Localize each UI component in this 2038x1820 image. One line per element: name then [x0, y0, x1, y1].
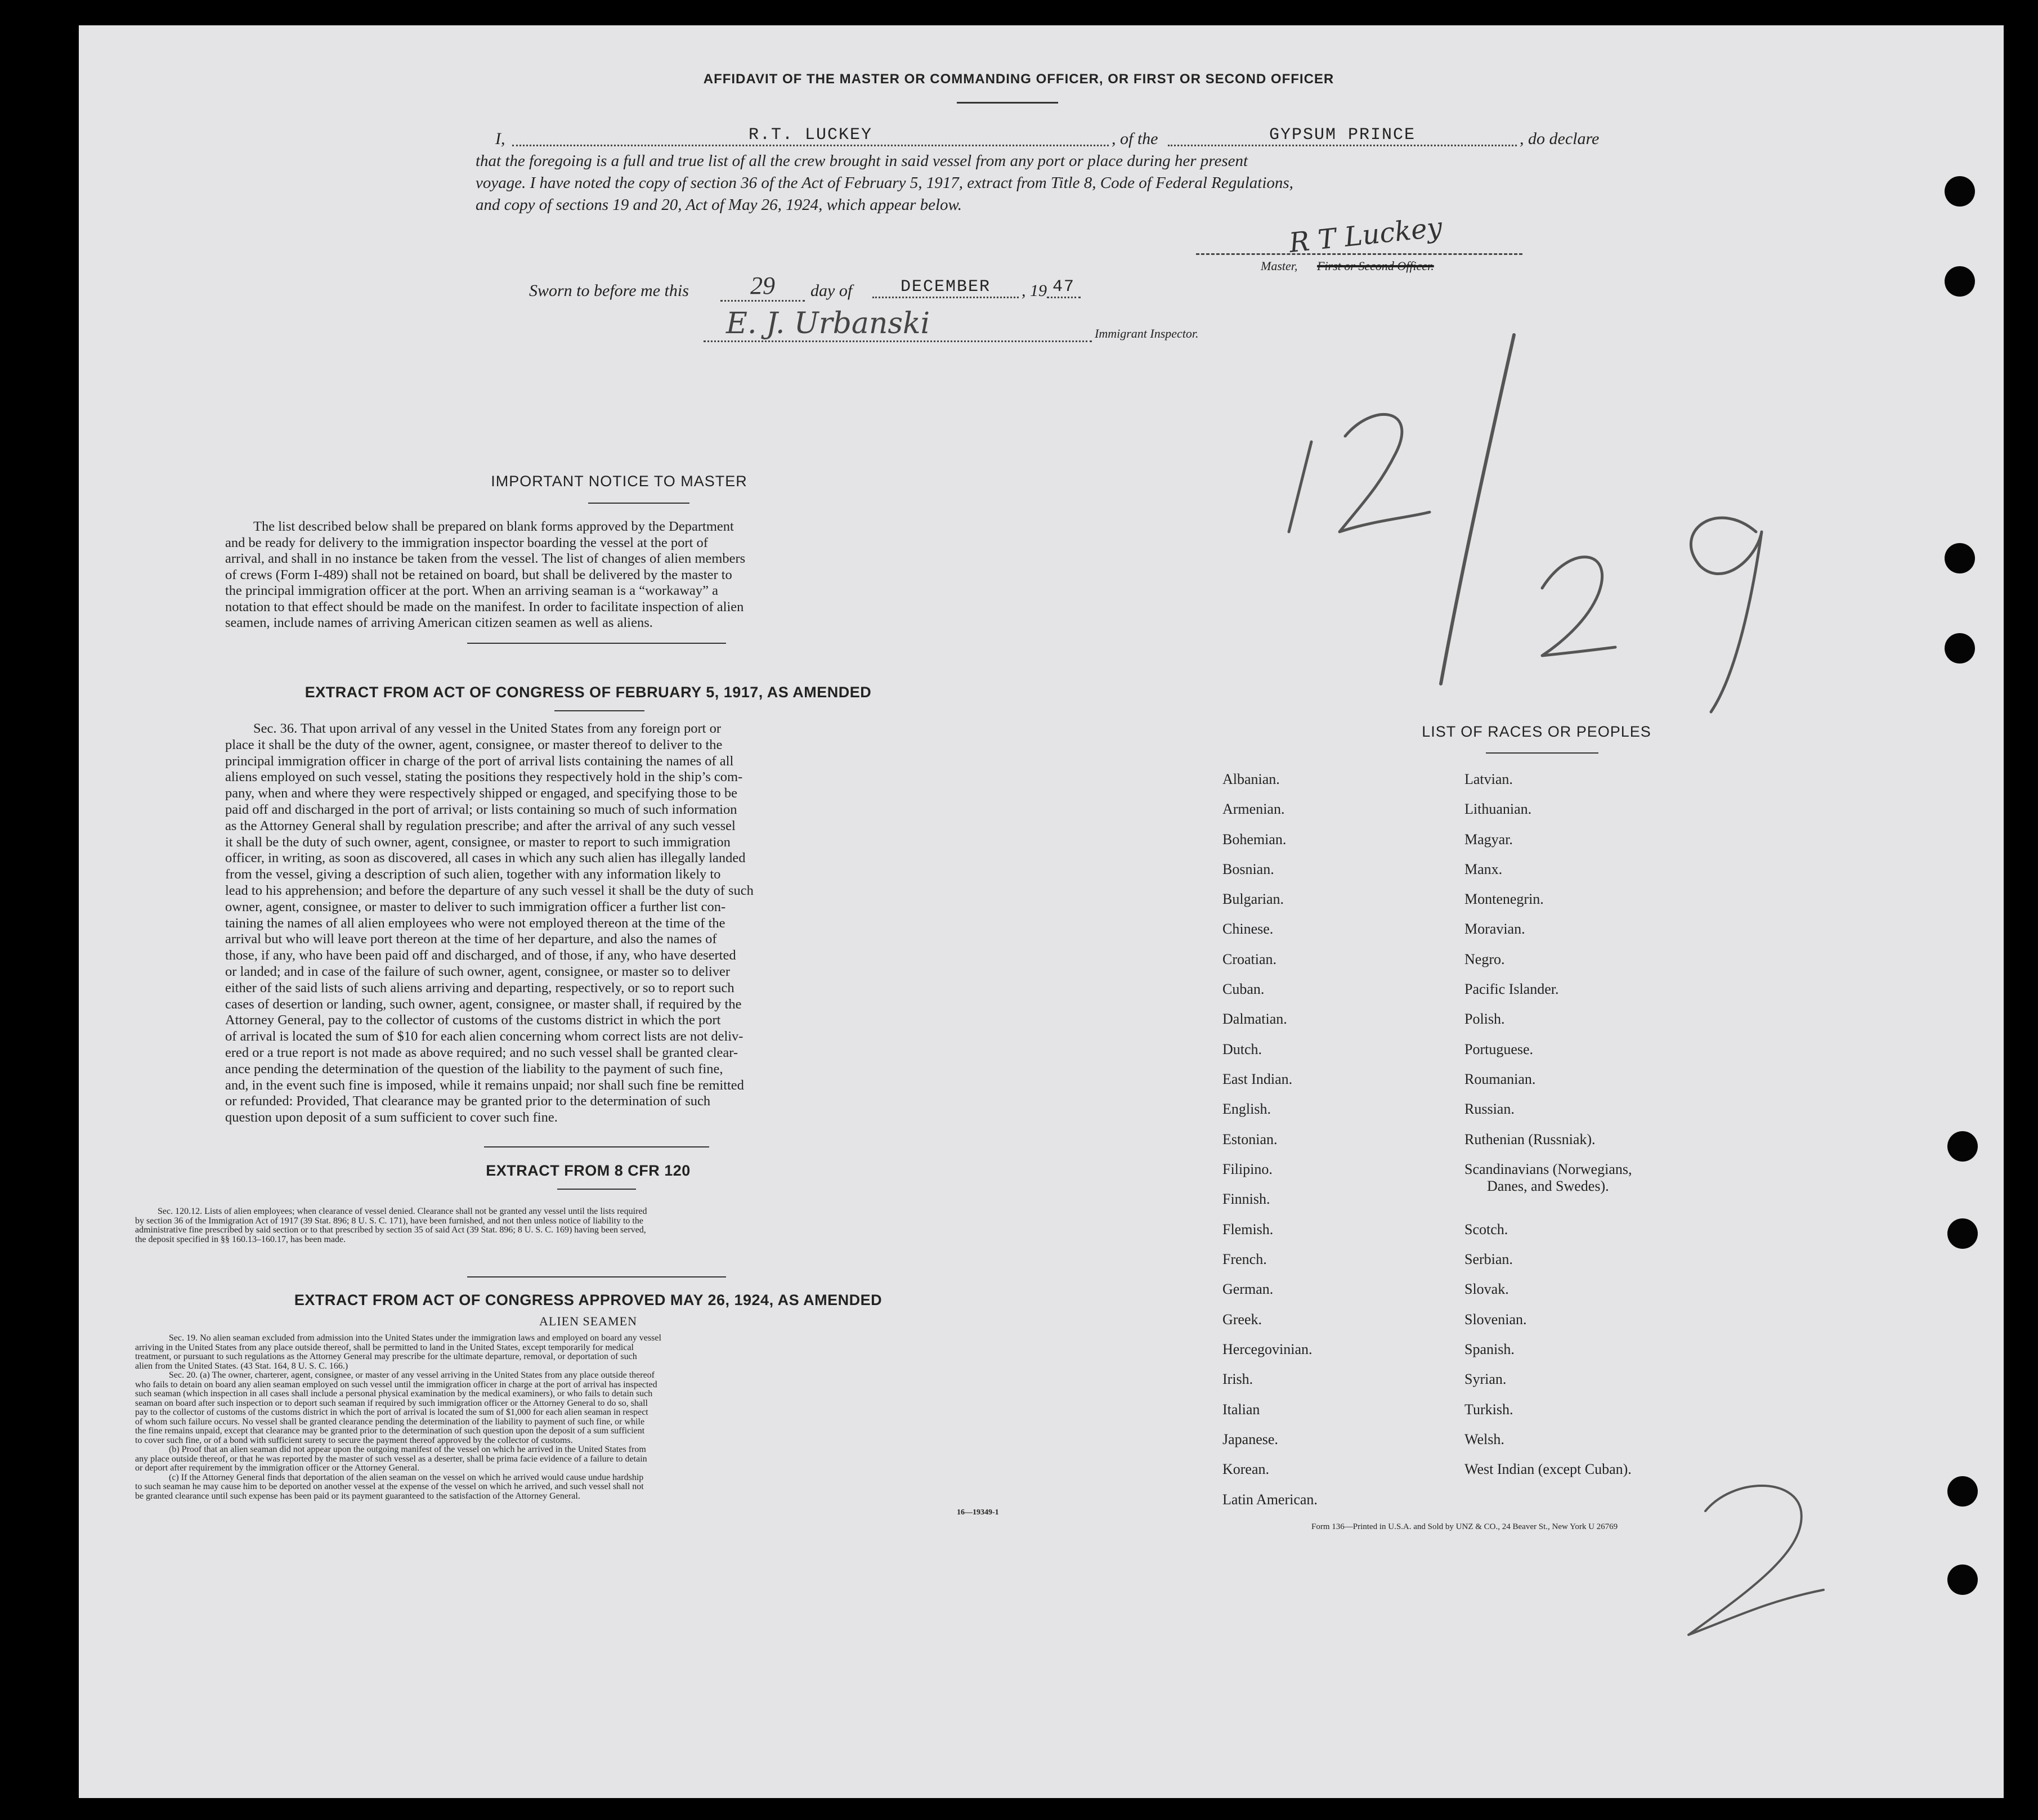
extract-1917-line: principal immigration officer in charge of the port of arrival lists containing the names of all [225, 753, 734, 769]
extract-1924-line: Sec. 19. No alien seaman excluded from admission into the United States under the immigration laws and employed on board any vessel [169, 1333, 661, 1343]
sworn-month-field: DECEMBER [872, 277, 1019, 298]
extract-1924-body [135, 1334, 1036, 1501]
year-prefix: , 19 [1022, 281, 1047, 300]
race-item: Croatian. [1222, 951, 1277, 967]
race-item: Scotch. [1464, 1221, 1508, 1238]
extract-cfr-line: administrative fine prescribed by said section or to that prescribed by section 35 of said Act (39 Stat. 896; 8 U. S. C. 169) having been served, [135, 1225, 646, 1235]
of-the-label: , of the [1112, 129, 1158, 148]
race-item: Dalmatian. [1222, 1011, 1287, 1027]
punch-hole [1945, 266, 1975, 297]
master-signature-line [1196, 253, 1522, 255]
document-page [79, 25, 2004, 1798]
sworn-year-field: 47 [1047, 277, 1081, 298]
extract-1924-line: who fails to detain on board any alien seaman employed on such vessel until the immigration officer in charge at the port of arrival has inspected [135, 1379, 657, 1389]
race-item: Moravian. [1464, 921, 1525, 937]
extract-1924-line: treatment, or pursuant to such regulations as the Attorney General may prescribe for the ultimate departure, removal, or deportation of such [135, 1352, 637, 1361]
extract-1917-line: place it shall be the duty of the owner, agent, consignee, or master thereof to deliver to the [225, 737, 723, 752]
printer-footer: Form 136—Printed in U.S.A. and Sold by UNZ & CO., 24 Beaver St., New York U 26769 [1311, 1522, 1618, 1531]
extract-1924-line: to cover such fine, or of a bond with sufficient surety to secure the payment thereof approved by the collector of customs. [135, 1435, 573, 1445]
punch-hole [1945, 543, 1975, 573]
extract-1924-line: any place outside thereof, or that he was reported by the master of such vessel as a deserter, shall be prima facie evidence of a failure to detain [135, 1454, 647, 1464]
race-item: French. [1222, 1251, 1267, 1267]
race-item: Filipino. [1222, 1161, 1273, 1177]
race-item: Serbian. [1464, 1251, 1513, 1267]
struck-officer-caption: First or Second Officer. [1317, 259, 1434, 273]
sworn-day-field: 29 [720, 272, 805, 302]
extract-cfr-heading: EXTRACT FROM 8 CFR 120 [486, 1162, 691, 1179]
affidavit-statement-line2: voyage. I have noted the copy of section 36 of the Act of February 5, 1917, extract from Title 8, Code of Federal Regulations, [476, 174, 1293, 192]
race-item: Cuban. [1222, 981, 1265, 997]
extract-1924-line: (c) If the Attorney General finds that deportation of the alien seaman on the vessel on which he arrived would cause undue hardship [169, 1472, 644, 1482]
extract-cfr-line: Sec. 120.12. Lists of alien employees; when clearance of vessel denied. Clearance shall not be granted any vessel until the lists required [158, 1207, 647, 1216]
notice-line: arrival, and shall in no instance be taken from the vessel. The list of changes of alien members [225, 551, 746, 566]
race-item: West Indian (except Cuban). [1464, 1461, 1632, 1477]
punch-hole [1945, 176, 1975, 207]
notice-line: of crews (Form I-489) shall not be retained on board, but shall be delivered by the master to [225, 567, 732, 582]
master-caption: Master, [1261, 259, 1298, 273]
race-item: Pacific Islander. [1464, 981, 1559, 997]
vessel-name-field: GYPSUM PRINCE [1168, 125, 1517, 146]
race-item: Turkish. [1464, 1401, 1513, 1418]
extract-1917-line: paid off and discharged in the port of arrival; or lists containing so much of such information [225, 801, 737, 817]
extract-1924-line: seaman on board after such inspection or to deport such seaman if required by such immigration officer or the Attorney General to do so, shall [135, 1398, 648, 1408]
extract-1924-line: pay to the collector of customs of the customs district in which the port of arrival is located the sum of $1,000 for each alien seaman in respect [135, 1407, 648, 1417]
extract-cfr-body [135, 1207, 1036, 1244]
extract-1917-line: either of the said lists of such aliens arriving and departing, respectively, or so to report such [225, 980, 734, 996]
race-item: Slovak. [1464, 1281, 1509, 1297]
extract-1917-line: taining the names of all alien employees who were not employed thereon at the time of the [225, 915, 725, 931]
race-item: Polish. [1464, 1011, 1505, 1027]
race-item: East Indian. [1222, 1071, 1293, 1087]
inspector-caption: Immigrant Inspector. [1095, 326, 1199, 340]
race-item: Bosnian. [1222, 861, 1274, 877]
race-item: Flemish. [1222, 1221, 1274, 1238]
extract-1917-line: pany, when and where they were respectively shipped or engaged, and specifying those to be [225, 786, 738, 801]
extract-1924-line: or deport after requirement by the immigration officer or the Attorney General. [135, 1463, 420, 1473]
extract-1917-line: owner, agent, consignee, or master to deliver to such immigration officer a further list con- [225, 899, 726, 915]
extract-1924-line: alien from the United States. (43 Stat. 164, 8 U. S. C. 166.) [135, 1361, 348, 1371]
race-item: Lithuanian. [1464, 801, 1532, 817]
affidavit-title: AFFIDAVIT OF THE MASTER OR COMMANDING OFFICER, OR FIRST OR SECOND OFFICER [703, 71, 1334, 87]
race-item: Korean. [1222, 1461, 1270, 1477]
extract-1917-line: and, in the event such fine is imposed, while it remains unpaid; nor shall such fine be remitted [225, 1077, 744, 1093]
form-code: 16—19349-1 [957, 1508, 999, 1517]
notice-heading: IMPORTANT NOTICE TO MASTER [491, 473, 747, 490]
races-rule [1486, 752, 1598, 754]
sworn-label: Sworn to before me this [529, 281, 689, 300]
race-item: Slovenian. [1464, 1311, 1527, 1328]
race-item: Scandinavians (Norwegians, [1464, 1161, 1632, 1177]
race-item: Roumanian. [1464, 1071, 1536, 1087]
race-item: Portuguese. [1464, 1041, 1534, 1057]
race-item: Bohemian. [1222, 831, 1287, 848]
race-item: Dutch. [1222, 1041, 1262, 1057]
race-item: Welsh. [1464, 1431, 1504, 1447]
extract-1917-line: as the Attorney General shall by regulation prescribe; and after the arrival of any such vessel [225, 818, 736, 833]
race-item: Japanese. [1222, 1431, 1278, 1447]
extract-1924-line: the fine remains unpaid, except that clearance may be granted prior to the determination of such question upon the deposit of a sum sufficient [135, 1426, 645, 1436]
notice-line: the principal immigration officer at the port. When an arriving seaman is a “workaway” a [225, 583, 719, 598]
race-item: Bulgarian. [1222, 891, 1284, 907]
notice-body [225, 519, 951, 631]
notice-line: The list described below shall be prepared on blank forms approved by the Department [253, 519, 734, 534]
race-item: German. [1222, 1281, 1274, 1297]
race-item: Italian [1222, 1401, 1260, 1418]
extract-1924-line: of whom such failure occurs. No vessel shall be granted clearance pending the determination of the liability to payment of such fine, or while [135, 1416, 645, 1427]
race-item: Albanian. [1222, 771, 1280, 787]
race-item: Latin American. [1222, 1491, 1318, 1508]
race-item: English. [1222, 1101, 1271, 1117]
extract-1917-line: lead to his apprehension; and before the departure of any such vessel it shall be the duty of such [225, 882, 754, 898]
extract-1917-line: Sec. 36. That upon arrival of any vessel in the United States from any foreign port or [253, 721, 721, 736]
extract-1917-line: officer, in writing, as soon as discovered, all cases in which any such alien has illegally landed [225, 850, 746, 866]
race-item: Spanish. [1464, 1341, 1515, 1357]
punch-hole [1947, 1131, 1978, 1162]
extract-1924-line: be granted clearance until such expense has been paid or its payment guaranteed to the satisfaction of the Attorney General. [135, 1491, 580, 1501]
extract-1917-line: ance pending the determination of the question of the liability to the payment of such fine, [225, 1061, 723, 1077]
inspector-signature: E. J. Urbanski [704, 307, 1092, 342]
extract-1924-line: to such seaman he may cause him to be deported on another vessel at the expense of the vessel on which he arrived, and such vessel shall not [135, 1482, 644, 1491]
extract-1924-line: Sec. 20. (a) The owner, charterer, agent, consignee, or master of any vessel arriving in the United States from any place outside thereof [169, 1370, 655, 1380]
races-heading: LIST OF RACES OR PEOPLES [1422, 723, 1651, 740]
race-item: Russian. [1464, 1101, 1515, 1117]
extract-cfr-line: the deposit specified in §§ 160.13–160.17, has been made. [135, 1234, 346, 1244]
notice-line: and be ready for delivery to the immigration inspector boarding the vessel at the port of [225, 535, 708, 550]
extract-1917-line: ered or a true report is not made as above required; and no such vessel shall be granted clear- [225, 1045, 738, 1060]
extract-cfr-line: by section 36 of the Immigration Act of 1917 (39 Stat. 896; 8 U. S. C. 171), have been furnished, and not then unless notice of liability to the [135, 1216, 643, 1226]
notice-line: seamen, include names of arriving American citizen seamen as well as aliens. [225, 615, 653, 630]
extract-1917-line: arrival but who will leave port thereon at the time of her departure, and also the names of [225, 931, 717, 947]
extract-1924-subheading: ALIEN SEAMEN [539, 1314, 637, 1328]
race-item: Ruthenian (Russniak). [1464, 1131, 1596, 1147]
do-declare-label: , do declare [1520, 129, 1600, 148]
race-item: Montenegrin. [1464, 891, 1544, 907]
race-item: Magyar. [1464, 831, 1513, 848]
punch-hole [1947, 1476, 1978, 1507]
extract-1917-line: it shall be the duty of such owner, agent, consignee, or master to report to such immigration [225, 834, 731, 850]
race-item: Estonian. [1222, 1131, 1278, 1147]
race-item: Greek. [1222, 1311, 1262, 1328]
extract-1917-line: those, if any, who have been paid off and discharged, and of those, if any, who have deserted [225, 948, 736, 963]
i-label: I, [495, 129, 505, 148]
section-divider [484, 1146, 709, 1147]
race-item: Armenian. [1222, 801, 1285, 817]
handwritten-page-number [1655, 1466, 1835, 1646]
day-of-label: day of [810, 281, 853, 300]
race-item: Latvian. [1464, 771, 1513, 787]
handwritten-date-strokes [1289, 335, 1762, 712]
race-item: Chinese. [1222, 921, 1274, 937]
extract-1924-line: such seaman (which inspection in all cases shall include a personal physical examination by the medical examiners), or who fails to detain such [135, 1389, 653, 1398]
extract-1924-line: (b) Proof that an alien seaman did not appear upon the outgoing manifest of the vessel on which he arrived in the United States from [169, 1445, 646, 1454]
notice-line: notation to that effect should be made on the manifest. In order to facilitate inspection of alien [225, 599, 744, 615]
master-name-field: R.T. LUCKEY [512, 125, 1109, 146]
extract-1917-line: from the vessel, giving a description of such alien, together with any information likely to [225, 867, 721, 882]
extract-1917-line: or refunded: Provided, That clearance may be granted prior to the determination of such [225, 1093, 711, 1109]
master-signature: R T Luckey [1287, 211, 1444, 259]
extract-1917-line: of arrival is located the sum of $10 for each alien concerning whom correct lists are not deliv- [225, 1029, 743, 1045]
title-rule [957, 102, 1058, 104]
race-item: Danes, and Swedes). [1487, 1178, 1609, 1194]
affidavit-statement-line3: and copy of sections 19 and 20, Act of May 26, 1924, which appear below. [476, 196, 962, 214]
extract-1917-body [225, 721, 951, 1126]
affidavit-statement-line1: that the foregoing is a full and true list of all the crew brought in said vessel from any port or place during her present [476, 152, 1248, 170]
punch-hole [1945, 633, 1975, 664]
punch-hole [1947, 1218, 1978, 1249]
extract-1917-line: Attorney General, pay to the collector of customs of the customs district in which the port [225, 1012, 721, 1028]
race-item: Negro. [1464, 951, 1505, 967]
extract-1917-rule [554, 710, 644, 711]
race-item: Manx. [1464, 861, 1503, 877]
punch-hole [1947, 1565, 1978, 1595]
extract-cfr-rule [557, 1189, 636, 1190]
race-item: Syrian. [1464, 1371, 1507, 1387]
extract-1917-line: cases of desertion or landing, such owner, agent, consignee, or master shall, if required by the [225, 996, 742, 1012]
extract-1917-line: question upon deposit of a sum sufficient to cover such fine. [225, 1110, 558, 1126]
extract-1917-line: aliens employed on such vessel, stating the positions they respectively hold in the ship’s com- [225, 769, 743, 785]
extract-1924-heading: EXTRACT FROM ACT OF CONGRESS APPROVED MAY 26, 1924, AS AMENDED [294, 1292, 883, 1308]
race-item: Irish. [1222, 1371, 1253, 1387]
handwritten-date [1227, 295, 1846, 723]
race-item: Finnish. [1222, 1191, 1270, 1207]
race-item: Hercegovinian. [1222, 1341, 1313, 1357]
extract-1917-line: or landed; and in case of the failure of such owner, agent, consignee, or master so to deliver [225, 963, 731, 979]
extract-1917-heading: EXTRACT FROM ACT OF CONGRESS OF FEBRUARY 5, 1917, AS AMENDED [304, 684, 872, 701]
section-divider [467, 643, 726, 644]
notice-rule [588, 503, 689, 504]
extract-1924-line: arriving in the United States from any place outside thereof, shall be permitted to land in the United States, except temporarily for medical [135, 1342, 634, 1352]
section-divider [467, 1276, 726, 1277]
